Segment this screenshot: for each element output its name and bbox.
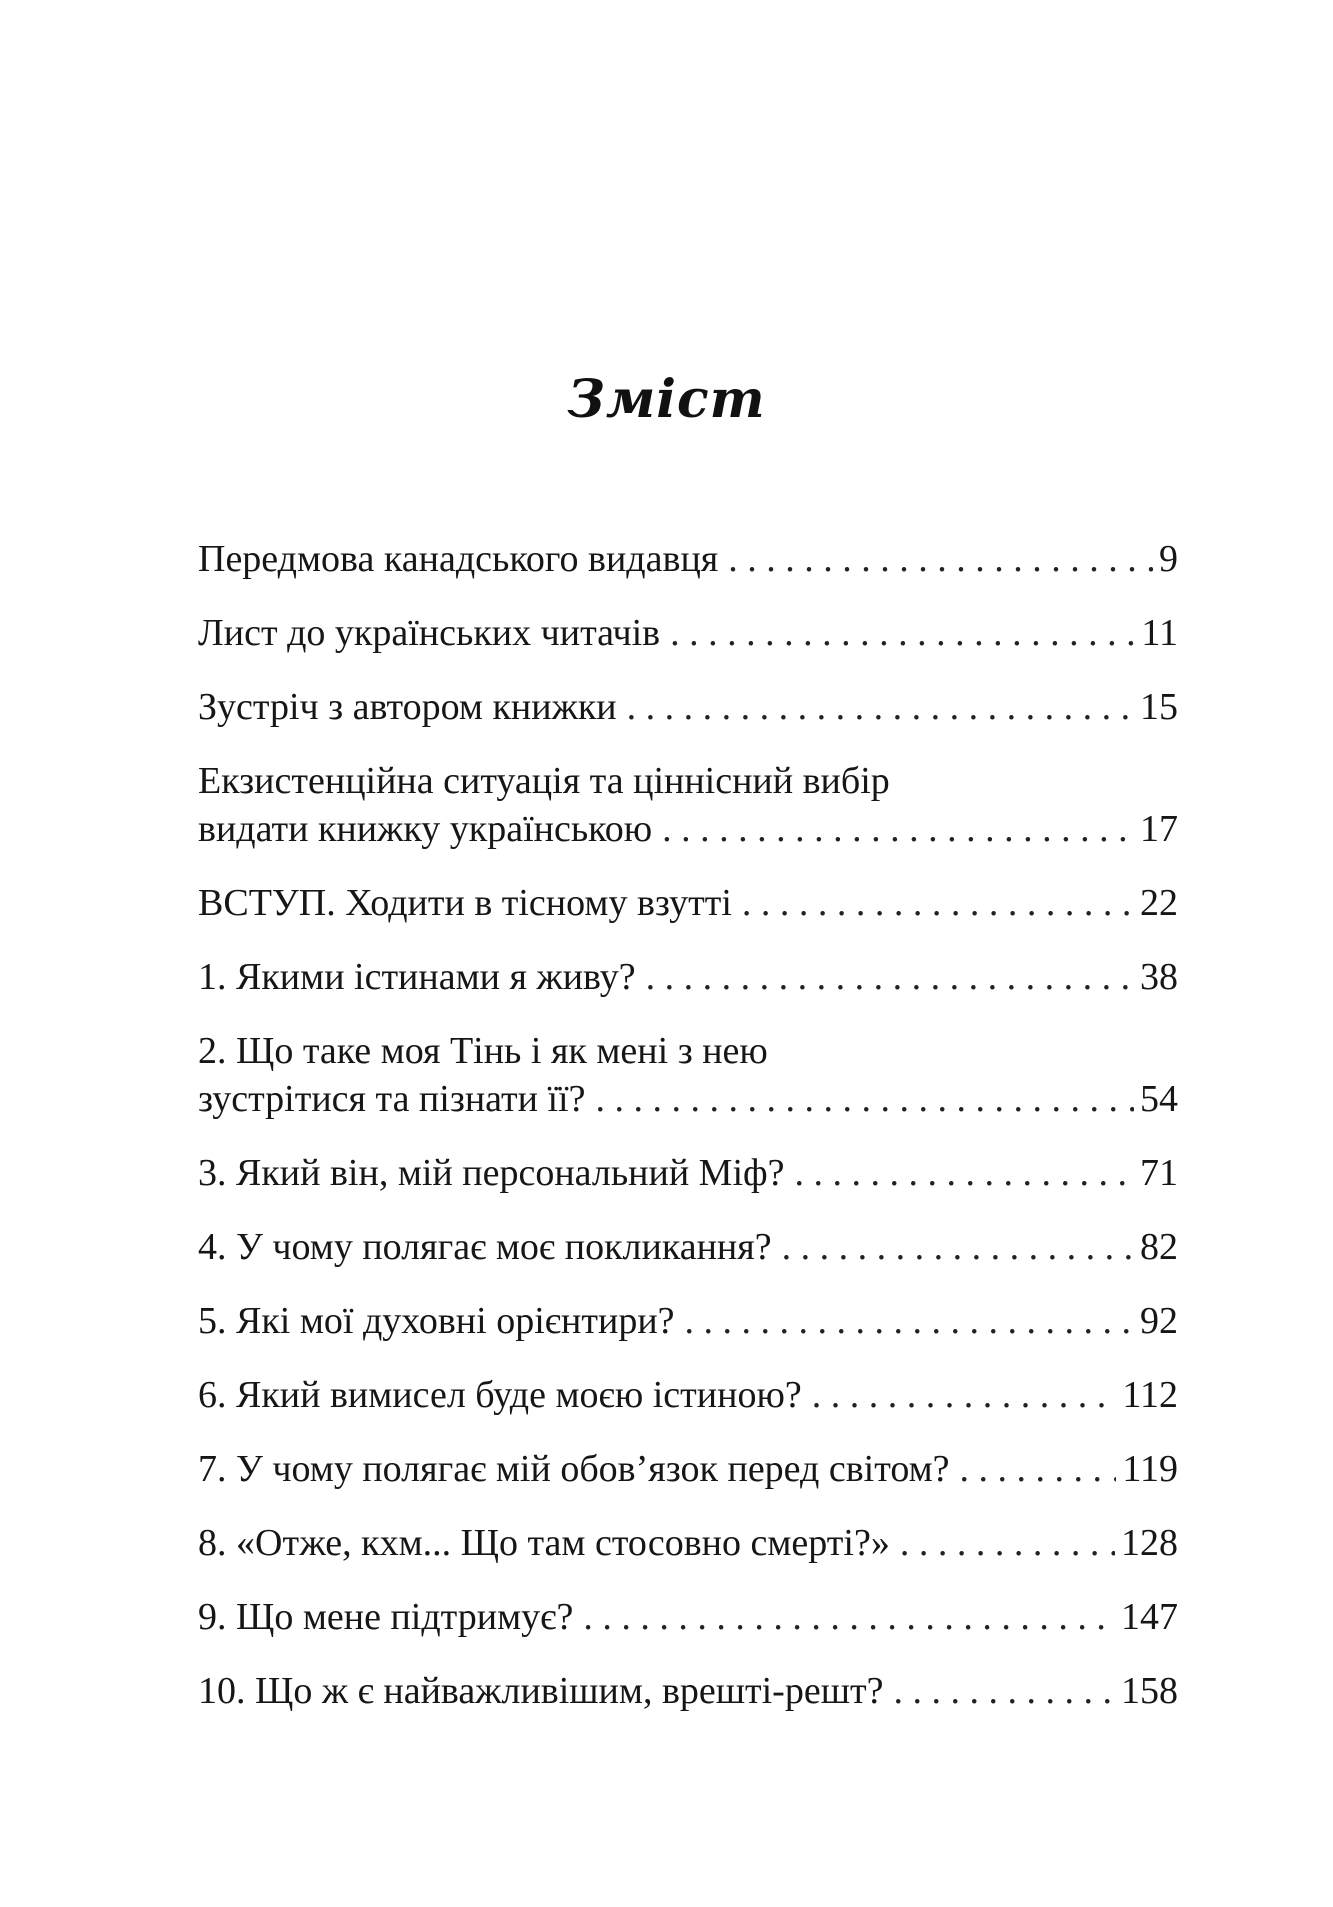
toc-entry-title: Передмова канадського видавця xyxy=(198,538,719,580)
dot-leader xyxy=(646,953,1134,1001)
toc-entry-page: 158 xyxy=(1121,1670,1178,1712)
dot-leader xyxy=(685,1297,1134,1345)
dot-leader xyxy=(812,1371,1117,1419)
toc-entry-14[interactable] xyxy=(198,1667,1178,1715)
dot-leader xyxy=(670,609,1135,657)
toc-entry-title: 5. Які мої духовні орієнтири? xyxy=(198,1300,675,1342)
toc-entry-1[interactable] xyxy=(198,609,1178,657)
toc-entry-title: ВСТУП. Ходити в тісному взутті xyxy=(198,882,732,924)
dot-leader xyxy=(795,1149,1135,1197)
toc-entry-page: 119 xyxy=(1122,1448,1178,1490)
toc-entry-page: 112 xyxy=(1122,1374,1178,1416)
toc-entry-4[interactable] xyxy=(198,879,1178,927)
toc-entry-title: 6. Який вимисел буде моєю істиною? xyxy=(198,1374,802,1416)
toc-entry-page: 92 xyxy=(1140,1300,1178,1342)
toc-entry-11[interactable] xyxy=(198,1445,1178,1493)
toc-entry-5[interactable] xyxy=(198,953,1178,1001)
toc-entry-title: 10. Що ж є найважливішим, врешті-решт? xyxy=(198,1670,884,1712)
toc-entry-title: Лист до українських читачів xyxy=(198,612,661,654)
toc-entry-title-line1: 2. Що таке моя Тінь і як мені з нею xyxy=(198,1030,768,1072)
toc-entry-page: 17 xyxy=(1140,808,1178,850)
toc-entry-title: Зустріч з автором книжки xyxy=(198,686,617,728)
toc-entry-page: 15 xyxy=(1140,686,1178,728)
dot-leader xyxy=(782,1223,1134,1271)
toc-entry-12[interactable] xyxy=(198,1519,1178,1567)
toc-entry-title: 4. У чому полягає моє покликання? xyxy=(198,1226,772,1268)
toc-entry-page: 128 xyxy=(1121,1522,1178,1564)
dot-leader xyxy=(595,1075,1134,1123)
dot-leader xyxy=(742,879,1134,927)
dot-leader xyxy=(900,1519,1115,1567)
dot-leader xyxy=(583,1593,1115,1641)
toc-entry-title-line1: Екзистенційна ситуація та ціннісний вибір xyxy=(198,760,890,802)
toc-entry-page: 147 xyxy=(1121,1596,1178,1638)
page-title: Зміст xyxy=(567,368,766,430)
toc-entry-title: 3. Який він, мій персональний Міф? xyxy=(198,1152,785,1194)
toc-entry-page: 38 xyxy=(1140,956,1178,998)
toc-entry-title: 1. Якими істинами я живу? xyxy=(198,956,636,998)
dot-leader xyxy=(662,805,1134,853)
toc-entry-8[interactable] xyxy=(198,1223,1178,1271)
toc-entry-6[interactable] xyxy=(198,1027,1178,1123)
dot-leader xyxy=(960,1445,1117,1493)
toc-entry-0[interactable] xyxy=(198,535,1178,583)
toc-entry-page: 22 xyxy=(1140,882,1178,924)
toc-entry-7[interactable] xyxy=(198,1149,1178,1197)
toc-entry-title: 9. Що мене підтримує? xyxy=(198,1596,574,1638)
toc-entry-page: 9 xyxy=(1159,538,1178,580)
toc-entry-9[interactable] xyxy=(198,1297,1178,1345)
toc-entry-title: 7. У чому полягає мій обов’язок перед світом? xyxy=(198,1448,950,1490)
toc-entry-3[interactable] xyxy=(198,757,1178,853)
toc-entry-page: 54 xyxy=(1140,1078,1178,1120)
dot-leader xyxy=(893,1667,1115,1715)
toc-entry-title: видати книжку українською xyxy=(198,808,653,850)
toc-entry-2[interactable] xyxy=(198,683,1178,731)
table-of-contents xyxy=(198,535,1178,1741)
toc-entry-10[interactable] xyxy=(198,1371,1178,1419)
toc-entry-13[interactable] xyxy=(198,1593,1178,1641)
dot-leader xyxy=(627,683,1134,731)
toc-entry-title: зустрітися та пізнати її? xyxy=(198,1078,586,1120)
toc-entry-title: 8. «Отже, кхм... Що там стосовно смерті?» xyxy=(198,1522,890,1564)
dot-leader xyxy=(728,535,1153,583)
toc-entry-page: 11 xyxy=(1141,612,1178,654)
toc-entry-page: 82 xyxy=(1140,1226,1178,1268)
toc-entry-page: 71 xyxy=(1140,1152,1178,1194)
